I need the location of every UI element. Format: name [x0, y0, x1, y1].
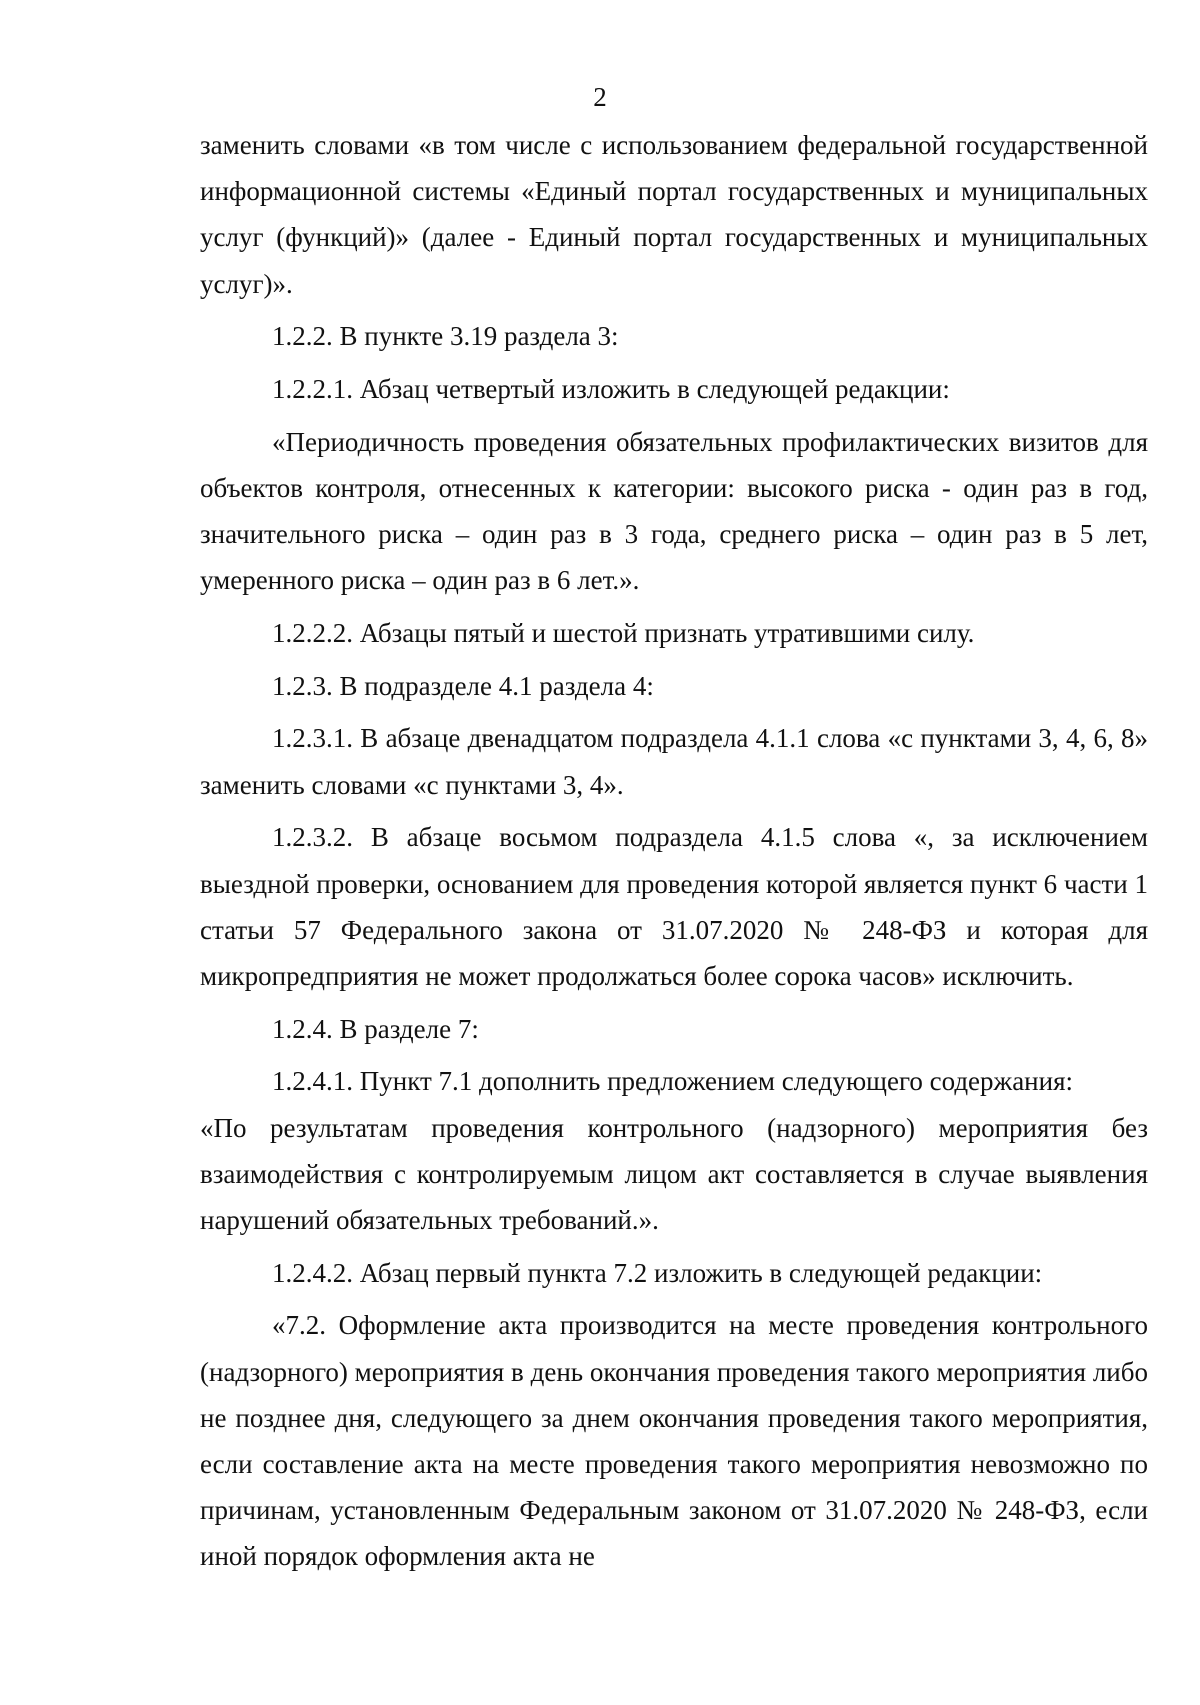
paragraph-continuation: заменить словами «в том числе с использованием федеральной государственной информационной системы «Единый портал государственных и муниципальных услуг (функций)» (далее - Единый портал государственных и муниципальных услуг)».	[200, 130, 1148, 299]
paragraph-1-2-2: 1.2.2. В пункте 3.19 раздела 3:	[272, 321, 619, 352]
paragraph-quote-results: «По результатам проведения контрольного (надзорного) мероприятия без взаимодействия с контролируемым лицом акт составляется в случае выявления нарушений обязательных требований.».	[200, 1112, 1148, 1235]
paragraph-1-2-3-2: 1.2.3.2. В абзаце восьмом подраздела 4.1.5 слова «, за исключением выездной проверки, основанием для проведения которой является пункт 6 части 1 статьи 57 Федерального закона от 31.07.2020 № 248-ФЗ и которая для микропредприятия не может продолжаться более сорока часов» исключить.	[200, 822, 1148, 991]
paragraph-1-2-3: 1.2.3. В подразделе 4.1 раздела 4:	[272, 670, 654, 701]
paragraph-1-2-4-2: 1.2.4.2. Абзац первый пункта 7.2 изложить в следующей редакции:	[272, 1257, 1043, 1288]
document-body	[200, 122, 1148, 1580]
page-number: 2	[593, 82, 607, 112]
paragraph-quote-7-2: «7.2. Оформление акта производится на месте проведения контрольного (надзорного) мероприятия в день окончания проведения такого мероприятия либо не позднее дня, следующего за днем окончания проведения такого мероприятия, если составление акта на месте проведения такого мероприятия невозможно по причинам, установленным Федеральным законом от 31.07.2020 № 248-ФЗ, если иной порядок оформления акта не	[200, 1310, 1148, 1572]
paragraph-1-2-4: 1.2.4. В разделе 7:	[272, 1013, 479, 1044]
paragraph-1-2-3-1: 1.2.3.1. В абзаце двенадцатом подраздела 4.1.1 слова «с пунктами 3, 4, 6, 8» заменить словами «с пунктами 3, 4».	[200, 723, 1148, 800]
paragraph-1-2-2-2: 1.2.2.2. Абзацы пятый и шестой признать утратившими силу.	[272, 618, 975, 649]
paragraph-1-2-4-1: 1.2.4.1. Пункт 7.1 дополнить предложением следующего содержания:	[272, 1066, 1073, 1097]
paragraph-1-2-2-1: 1.2.2.1. Абзац четвертый изложить в следующей редакции:	[272, 374, 950, 405]
paragraph-quote-periodicity: «Периодичность проведения обязательных профилактических визитов для объектов контроля, отнесенных к категории: высокого риска - один раз в год, значительного риска – один раз в 3 года, среднего риска – один раз в 5 лет, умеренного риска – один раз в 6 лет.».	[200, 426, 1148, 596]
